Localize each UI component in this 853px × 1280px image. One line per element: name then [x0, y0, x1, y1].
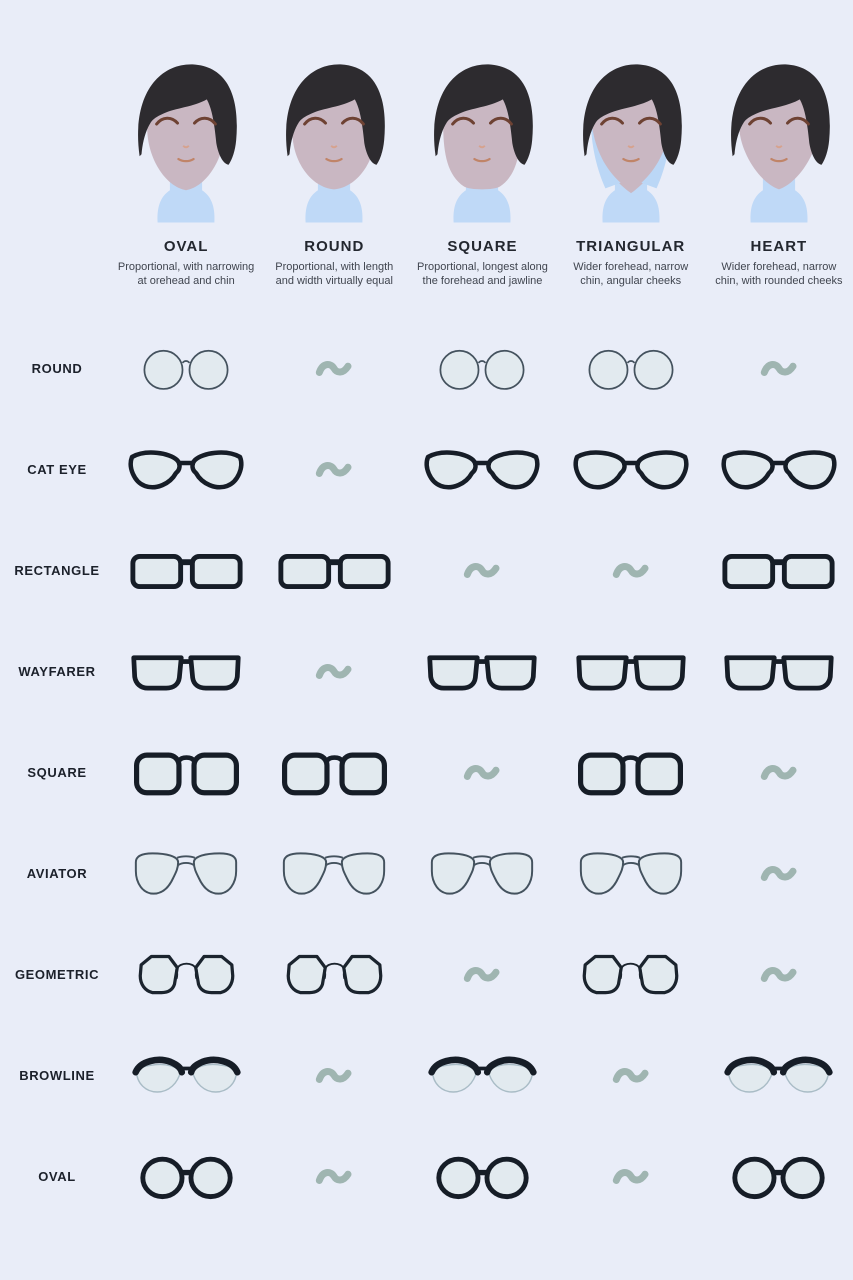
face-shape-name-round: ROUND	[304, 238, 365, 255]
wayfarer-glasses-icon	[722, 642, 836, 702]
row-label-browline: BROWLINE	[19, 1068, 95, 1083]
not-recommended-icon-round-for-heart	[705, 318, 853, 419]
rectangle-glasses-icon	[276, 541, 393, 601]
square-glasses-icon	[574, 743, 687, 803]
row-label-square: SQUARE	[27, 765, 87, 780]
matrix-row-geometric	[0, 924, 853, 1025]
tilde-squiggle-icon	[758, 960, 800, 990]
browline-glasses-icon	[130, 1046, 243, 1106]
face-triangular-illustration	[560, 52, 702, 232]
geometric-glasses-icon	[131, 945, 242, 1005]
glasses-wayfarer-for-oval	[112, 621, 260, 722]
matrix-row-rectangle	[0, 520, 853, 621]
row-label-rectangle: RECTANGLE	[14, 563, 100, 578]
browline-glasses-icon	[426, 1046, 539, 1106]
face-column-triangular	[557, 52, 705, 318]
header-spacer	[0, 52, 112, 318]
wayfarer-glasses-icon	[129, 642, 243, 702]
glasses-wayfarer-for-heart	[705, 621, 853, 722]
glasses-square-for-triangular	[557, 722, 705, 823]
round-glasses-icon	[579, 339, 683, 399]
glasses-browline-for-heart	[705, 1025, 853, 1126]
face-shape-description-oval: Proportional, with narrowing at orehead and chin	[117, 261, 255, 288]
not-recommended-icon-wayfarer-for-round	[260, 621, 408, 722]
row-label-round: ROUND	[31, 361, 83, 376]
not-recommended-icon-aviator-for-heart	[705, 823, 853, 924]
not-recommended-icon-oval-for-round	[260, 1126, 408, 1227]
browline-glasses-icon	[722, 1046, 835, 1106]
not-recommended-icon-rectangle-for-triangular	[557, 520, 705, 621]
matrix-row-square	[0, 722, 853, 823]
glasses-geometric-for-triangular	[557, 924, 705, 1025]
wayfarer-glasses-icon	[425, 642, 539, 702]
glasses-wayfarer-for-square	[408, 621, 556, 722]
glasses-aviator-for-round	[260, 823, 408, 924]
glasses-rectangle-for-oval	[112, 520, 260, 621]
matrix-row-aviator	[0, 823, 853, 924]
row-label-wayfarer: WAYFARER	[18, 664, 96, 679]
glasses-aviator-for-oval	[112, 823, 260, 924]
glasses-cateye-for-triangular	[557, 419, 705, 520]
tilde-squiggle-icon	[610, 1061, 652, 1091]
face-shape-description-round: Proportional, with length and width virtually equal	[275, 261, 394, 288]
aviator-glasses-icon	[275, 844, 393, 904]
not-recommended-icon-rectangle-for-square	[408, 520, 556, 621]
glasses-browline-for-oval	[112, 1025, 260, 1126]
row-label-geometric: GEOMETRIC	[14, 967, 100, 982]
cateye-glasses-icon	[126, 440, 246, 500]
tilde-squiggle-icon	[758, 354, 800, 384]
not-recommended-icon-geometric-for-heart	[705, 924, 853, 1025]
glasses-rectangle-for-round	[260, 520, 408, 621]
face-column-heart	[705, 52, 853, 318]
cateye-glasses-icon	[571, 440, 691, 500]
aviator-glasses-icon	[127, 844, 245, 904]
round-glasses-icon	[430, 339, 534, 399]
matrix-row-oval	[0, 1126, 853, 1227]
tilde-squiggle-icon	[313, 1061, 355, 1091]
glasses-browline-for-square	[408, 1025, 556, 1126]
rectangle-glasses-icon	[128, 541, 245, 601]
face-shape-description-square: Proportional, longest along the forehead and jawline	[417, 261, 548, 288]
oval-glasses-icon	[429, 1147, 536, 1207]
aviator-glasses-icon	[572, 844, 690, 904]
glasses-round-for-triangular	[557, 318, 705, 419]
tilde-squiggle-icon	[610, 1162, 652, 1192]
oval-glasses-icon	[133, 1147, 240, 1207]
glasses-rectangle-for-heart	[705, 520, 853, 621]
matrix-row-cateye	[0, 419, 853, 520]
tilde-squiggle-icon	[313, 657, 355, 687]
row-label-cateye: CAT EYE	[27, 462, 87, 477]
glasses-aviator-for-triangular	[557, 823, 705, 924]
face-heart-illustration	[708, 52, 850, 232]
not-recommended-icon-cateye-for-round	[260, 419, 408, 520]
glasses-square-for-round	[260, 722, 408, 823]
compatibility-matrix	[0, 318, 853, 1280]
tilde-squiggle-icon	[758, 859, 800, 889]
tilde-squiggle-icon	[758, 758, 800, 788]
row-label-aviator: AVIATOR	[26, 866, 88, 881]
not-recommended-icon-oval-for-triangular	[557, 1126, 705, 1227]
square-glasses-icon	[130, 743, 243, 803]
glasses-oval-for-heart	[705, 1126, 853, 1227]
glasses-square-for-oval	[112, 722, 260, 823]
glasses-aviator-for-square	[408, 823, 556, 924]
face-oval-illustration	[115, 52, 257, 232]
face-column-oval	[112, 52, 260, 318]
square-glasses-icon	[278, 743, 391, 803]
tilde-squiggle-icon	[461, 960, 503, 990]
tilde-squiggle-icon	[313, 354, 355, 384]
tilde-squiggle-icon	[313, 1162, 355, 1192]
not-recommended-icon-square-for-heart	[705, 722, 853, 823]
face-square-illustration	[411, 52, 553, 232]
cateye-glasses-icon	[719, 440, 839, 500]
aviator-glasses-icon	[423, 844, 541, 904]
face-shape-name-heart: HEART	[750, 238, 808, 255]
glasses-round-for-oval	[112, 318, 260, 419]
face-shapes-header	[0, 0, 853, 318]
face-shape-name-oval: OVAL	[163, 238, 209, 255]
glasses-cateye-for-square	[408, 419, 556, 520]
glasses-geometric-for-oval	[112, 924, 260, 1025]
face-column-round	[260, 52, 408, 318]
face-column-square	[408, 52, 556, 318]
not-recommended-icon-square-for-square	[408, 722, 556, 823]
oval-glasses-icon	[725, 1147, 832, 1207]
face-round-illustration	[263, 52, 405, 232]
row-label-oval: OVAL	[38, 1169, 76, 1184]
tilde-squiggle-icon	[461, 758, 503, 788]
glasses-oval-for-square	[408, 1126, 556, 1227]
matrix-row-wayfarer	[0, 621, 853, 722]
glasses-oval-for-oval	[112, 1126, 260, 1227]
glasses-cateye-for-oval	[112, 419, 260, 520]
geometric-glasses-icon	[279, 945, 390, 1005]
face-shape-description-heart: Wider forehead, narrow chin, with rounded cheeks	[715, 261, 843, 288]
face-shape-description-triangular: Wider forehead, narrow chin, angular cheeks	[573, 261, 689, 288]
face-shape-name-triangular: TRIANGULAR	[576, 238, 686, 255]
glasses-geometric-for-round	[260, 924, 408, 1025]
round-glasses-icon	[134, 339, 238, 399]
matrix-row-browline	[0, 1025, 853, 1126]
not-recommended-icon-geometric-for-square	[408, 924, 556, 1025]
cateye-glasses-icon	[422, 440, 542, 500]
glasses-wayfarer-for-triangular	[557, 621, 705, 722]
tilde-squiggle-icon	[461, 556, 503, 586]
not-recommended-icon-browline-for-triangular	[557, 1025, 705, 1126]
not-recommended-icon-round-for-round	[260, 318, 408, 419]
rectangle-glasses-icon	[720, 541, 837, 601]
glasses-cateye-for-heart	[705, 419, 853, 520]
wayfarer-glasses-icon	[574, 642, 688, 702]
matrix-row-round	[0, 318, 853, 419]
tilde-squiggle-icon	[313, 455, 355, 485]
face-shape-name-square: SQUARE	[447, 238, 518, 255]
geometric-glasses-icon	[575, 945, 686, 1005]
glasses-round-for-square	[408, 318, 556, 419]
tilde-squiggle-icon	[610, 556, 652, 586]
not-recommended-icon-browline-for-round	[260, 1025, 408, 1126]
